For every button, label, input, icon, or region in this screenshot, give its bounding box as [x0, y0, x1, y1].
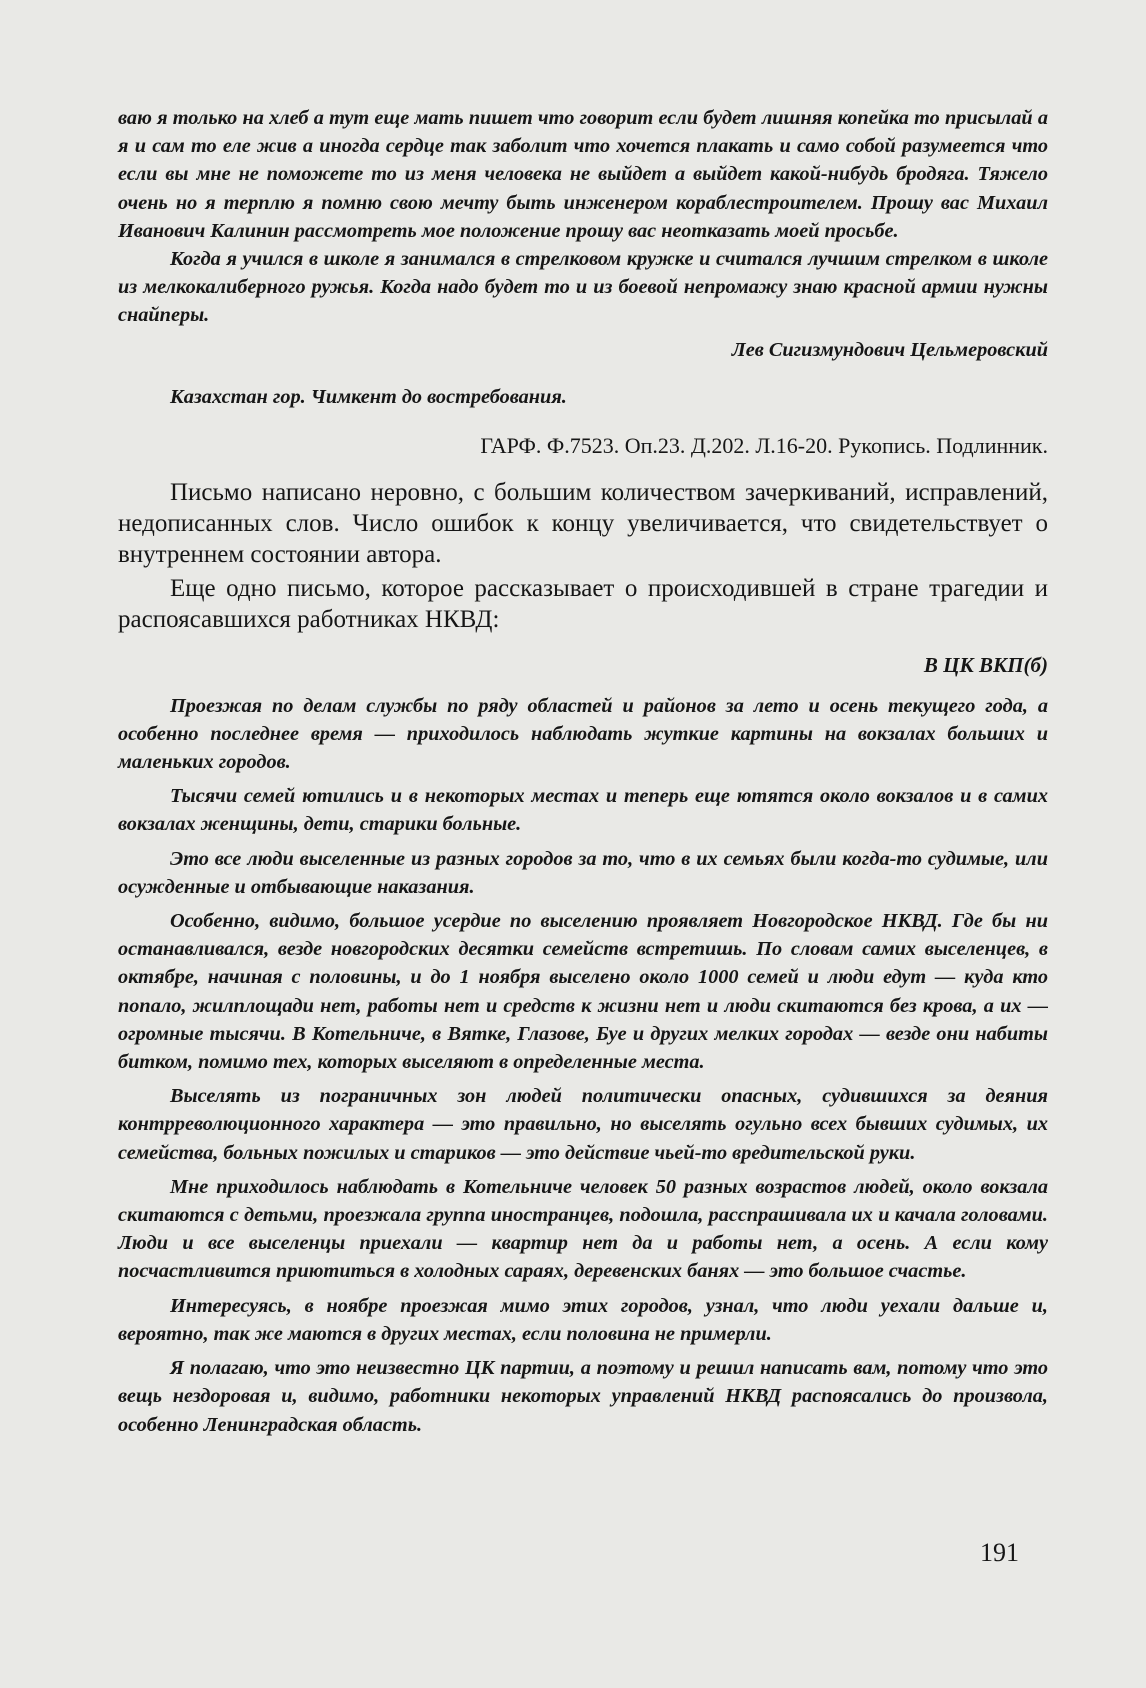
letter-paragraph: Я полагаю, что это неизвестно ЦК партии, а поэтому и решил написать вам, потому что это вещь нездоровая и, видимо, работники некоторых управлений НКВД распоясались до произвола, особенно Ленинградская область. — [118, 1357, 1048, 1436]
letter-paragraph: Когда я учился в школе я занимался в стрелковом кружке и считался лучшим стрелком в школе из мелкокалиберного ружья. Когда надо будет то и из боевой непромажу знаю красной армии нужны снайперы. — [118, 248, 1048, 327]
letter-paragraph: Мне приходилось наблюдать в Котельниче человек 50 разных возрастов людей, около вокзала скитаются с детьми, проезжала группа иностранцев, подошла, расспрашивала их и качала головами. Люди и все выселенцы приехали — квартир нет да и работы нет, а осень. А если кому посчастливится приютиться в холодных сараях, деревенских банях — это большое счастье. — [118, 1175, 1048, 1283]
letter-ck — [118, 692, 1048, 1439]
letter-paragraph: Выселять из пограничных зон людей политически опасных, судившихся за деяния контрреволюционного характера — это правильно, но выселять огульно всех бывших судимых, их семейства, больных пожилых и стариков — это действие чьей-то вредительской руки. — [118, 1085, 1048, 1164]
commentary-paragraph: Письмо написано неровно, с большим количеством зачеркиваний, исправлений, недописанных слов. Число ошибок к концу увеличивается, что свидетельствует о внутреннем состоянии автора. — [118, 478, 1048, 568]
letter-paragraph: Это все люди выселенные из разных городов за то, что в их семьях были когда-то судимые, или осужденные и отбывающие наказания. — [118, 847, 1048, 898]
signature-name: Лев Сигизмундович Цельмеровский — [731, 338, 1048, 361]
letter-paragraph: Проезжая по делам службы по ряду областей и районов за лето и осень текущего года, а особенно последнее время — приходилось наблюдать жуткие картины на вокзалах больших и маленьких городов. — [118, 694, 1048, 774]
letter-paragraph: Особенно, видимо, большое усердие по выселению проявляет Новгородское НКВД. Где бы ни останавливался, везде новгородских десятки семейств встретишь. По словам самих выселенцев, в октябре, начиная с половины, и до 1 ноября выселено около 1000 семей и люди едут — куда кто попало, жилплощади нет, работы нет и средств к жизни нет и люди скитаются без крова, а их — огромные тысячи. В Котельниче, в Вятке, Глазове, Буе и других мелких городах — везде они набиты битком, помимо тех, которых выселяют в определенные места. — [118, 910, 1048, 1074]
letter-kalinin — [118, 104, 1048, 330]
letter-paragraph: Интересуясь, в ноябре проезжая мимо этих городов, узнал, что люди уехали дальше и, вероятно, так же маются в других местах, если половина не примерли. — [118, 1294, 1048, 1345]
text-column — [118, 104, 1048, 1439]
commentary — [118, 477, 1048, 635]
letter-paragraph: ваю я только на хлеб а тут еще мать пишет что говорит если будет лишняя копейка то присылай а я и сам то еле жив а иногда сердце так заболит что хочется плакать и само собой разумеется что если вы мне не поможете то из меня человека не выйдет а выйдет какой-нибудь бродяга. Тяжело очень но я терплю я помню свою мечту быть инженером кораблестроителем. Прошу вас Михаил Иванович Калинин рассмотреть мое положение прошу вас неотказать моей просьбе. — [118, 107, 1048, 242]
letter-addressee: В ЦК ВКП(б) — [923, 652, 1048, 677]
commentary-paragraph: Еще одно письмо, которое рассказывает о происходившей в стране трагедии и распоясавшихся работниках НКВД: — [118, 574, 1048, 633]
archive-source: ГАРФ. Ф.7523. Оп.23. Д.202. Л.16-20. Рукопись. Подлинник. — [480, 432, 1048, 458]
page-number: 191 — [980, 1538, 1019, 1567]
signature-address: Казахстан гор. Чимкент до востребования. — [170, 385, 567, 408]
letter-paragraph: Тысячи семей ютились и в некоторых местах и теперь еще ютятся около вокзалов и в самих вокзалах женщины, дети, старики больные. — [118, 785, 1048, 836]
